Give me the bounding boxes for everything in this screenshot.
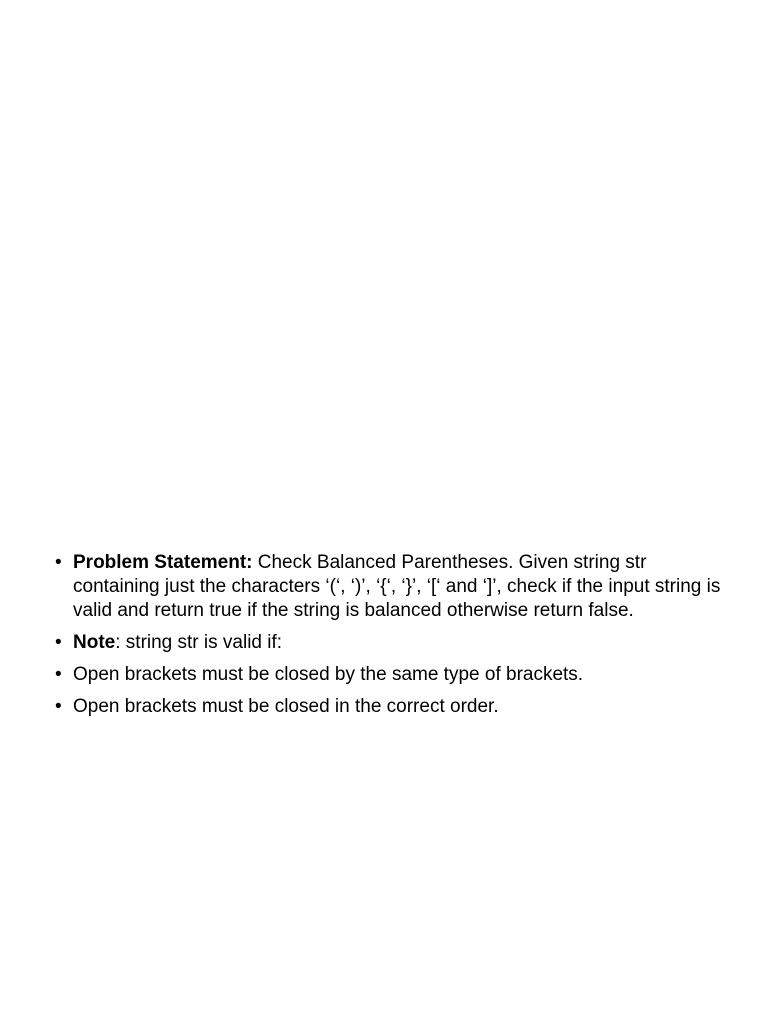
correct-order-text: Open brackets must be closed in the correct order.: [73, 696, 499, 717]
problem-statement-text: Check Balanced Parentheses. Given string str containing just the characters ‘(‘, ‘)’, ‘{‘, ‘}’, ‘[‘ and ‘]’, check if the input string is valid and return true if the string is balanced otherwise return false.: [73, 552, 721, 621]
note-label: Note: [73, 632, 116, 653]
same-type-text: Open brackets must be closed by the same type of brackets.: [73, 664, 584, 685]
problem-statement-label: Problem Statement:: [73, 552, 253, 573]
note-text: : string str is valid if:: [115, 632, 283, 653]
bullet-note: [55, 631, 725, 655]
bullet-icon: •: [55, 664, 62, 685]
bullet-icon: •: [55, 552, 62, 573]
bullet-list: [55, 551, 725, 727]
bullet-problem-statement: [55, 551, 725, 623]
bullet-correct-order: [55, 695, 725, 719]
bullet-icon: •: [55, 632, 62, 653]
bullet-same-type: [55, 663, 725, 687]
bullet-icon: •: [55, 696, 62, 717]
